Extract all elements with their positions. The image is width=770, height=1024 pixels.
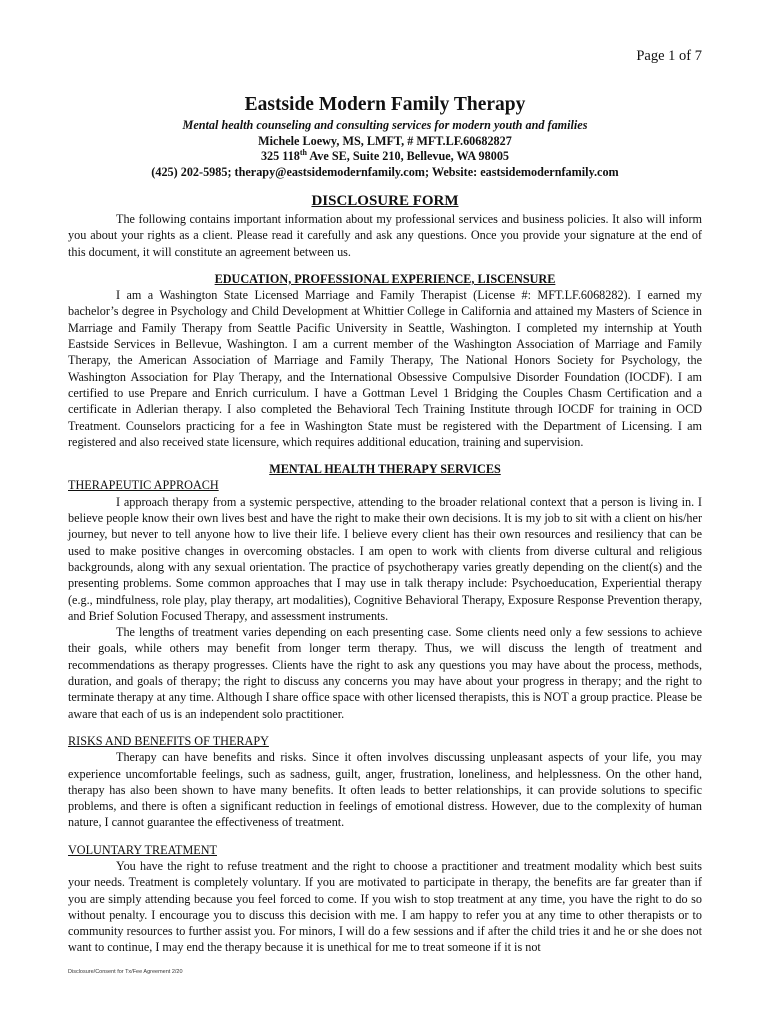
intro-paragraph: The following contains important information about my professional services and business policies. It also will inform you about your rights as a client. Please read it carefully and ask any questions. Once you provide your signature at the end of this document, it will constitute an agreement between us. [68,212,702,259]
risks-heading: RISKS AND BENEFITS OF THERAPY [68,733,269,748]
therapeutic-approach-heading: THERAPEUTIC APPROACH [68,478,219,493]
document-body [68,211,702,956]
provider-line: Michele Loewy, MS, LMFT, # MFT.LF.60682827 [258,133,512,148]
letterhead [68,92,702,180]
education-paragraph: I am a Washington State Licensed Marriage and Family Therapist (License #: MFT.LF.6068282). I earned my bachelor’s degree in Psychology and Child Development at Whittier College in California and attained my Masters of Science in Marriage and Family Therapy from Seattle Pacific University in Seattle, Washington. I completed my internship at Youth Eastside Services in Bellevue, Washington. I am a current member of the Washington Association of Marriage and Family Therapy, the American Association of Marriage and Family Therapy, The National Honors Society for Psychology, the Washington Association for Play Therapy, and the International Obsessive Compulsive Disorder Foundation (IOCDF). I am certified to use Prepare and Enrich curriculum. I have a Gottman Level 1 Bridging the Couples Chasm Certification and a certificate in Adlerian therapy. I also completed the Behavioral Tech Training Institute through IOCDF for training in OCD Treatment. Counselors practicing for a fee in Washington State must be registered with the Department of Licensing. I am registered and also received state licensure, which requires additional education, training and supervision. [68,288,702,449]
address-street: Ave SE, Suite 210, Bellevue, WA 98005 [307,149,510,163]
voluntary-heading: VOLUNTARY TREATMENT [68,842,217,857]
voluntary-paragraph: You have the right to refuse treatment and the right to choose a practitioner and treatment modality which best suits your needs. Treatment is completely voluntary. If you are motivated to participate in therapy, the benefits are far greater than if you are simply attending because you feel forced to come. If you wish to stop treatment at any time, you have the right to do so without penalty. I encourage you to discuss this decision with me. I am happy to refer you at any time to other therapists or to community resources to further assist you. For minors, I will do a few sessions and if after the child tries it and he or she does not want to continue, I may end the therapy because it is unethical for me to treat someone if it is not [68,858,702,955]
approach-paragraph: I approach therapy from a systemic perspective, attending to the broader relational context that a person is living in. I believe people know their own lives best and have the right to make their own decisions. It is my job to sit with a client on his/her journey, but never to tell anyone how to live their life. I believe every client has their own resources and resiliency that can be used to make positive changes in overcoming obstacles. I am open to work with clients from diverse cultural and religious backgrounds, along with any sexual orientation. The practice of psychotherapy varies greatly depending on the client(s) and the presenting problems. Some common approaches that I may use in talk therapy include: Psychoeducation, Experiential therapy (e.g., mindfulness, role play, play therapy, art modalities), Cognitive Behavioral Therapy, Exposure Response Prevention therapy, and Brief Solution Focused Therapy, and assessment instruments. [68,494,702,623]
treatment-length-paragraph: The lengths of treatment varies depending on each presenting case. Some clients need only a few sessions to achieve their goals, while others may benefit from longer term therapy. Thus, we will discuss the length of treatment and recommendations as therapy progresses. Clients have the right to ask any questions you may have about the process, methods, duration, and goals of therapy; the right to discuss any concerns you may have about your progress in therapy; and the right to terminate therapy at any time. Although I share office space with other licensed therapists, this is NOT a group practice. Please be aware that each of us is an independent solo practitioner. [68,625,702,721]
practice-name: Eastside Modern Family Therapy [244,94,526,115]
form-title: DISCLOSURE FORM [311,193,459,209]
address-number: 325 118 [260,149,300,163]
risks-paragraph: Therapy can have benefits and risks. Since it often involves discussing unpleasant aspects of your life, you may experience uncomfortable feelings, such as sadness, guilt, anger, frustration, loneliness, and helplessness. On the other hand, therapy has also been shown to have many benefits. It often leads to better relationships, it can provide solutions to specific problems, and there is often a significant reduction in feelings of emotional distress. However, due to the complexity of human nature, I cannot guarantee the effectiveness of treatment. [68,750,702,830]
services-heading: MENTAL HEALTH THERAPY SERVICES [269,462,501,477]
address-line [68,149,702,165]
page-number: Page 1 of 7 [636,48,702,64]
address-superscript: th [299,147,308,157]
contact-line: (425) 202-5985; therapy@eastsidemodernfamily.com; Website: eastsidemodernfamily.com [151,164,619,179]
education-heading: EDUCATION, PROFESSIONAL EXPERIENCE, LISCENSURE [214,271,556,286]
practice-tagline: Mental health counseling and consulting services for modern youth and families [182,118,588,132]
page-footer: Disclosure/Consent for Tx/Fee Agreement 2/20 [68,969,183,975]
